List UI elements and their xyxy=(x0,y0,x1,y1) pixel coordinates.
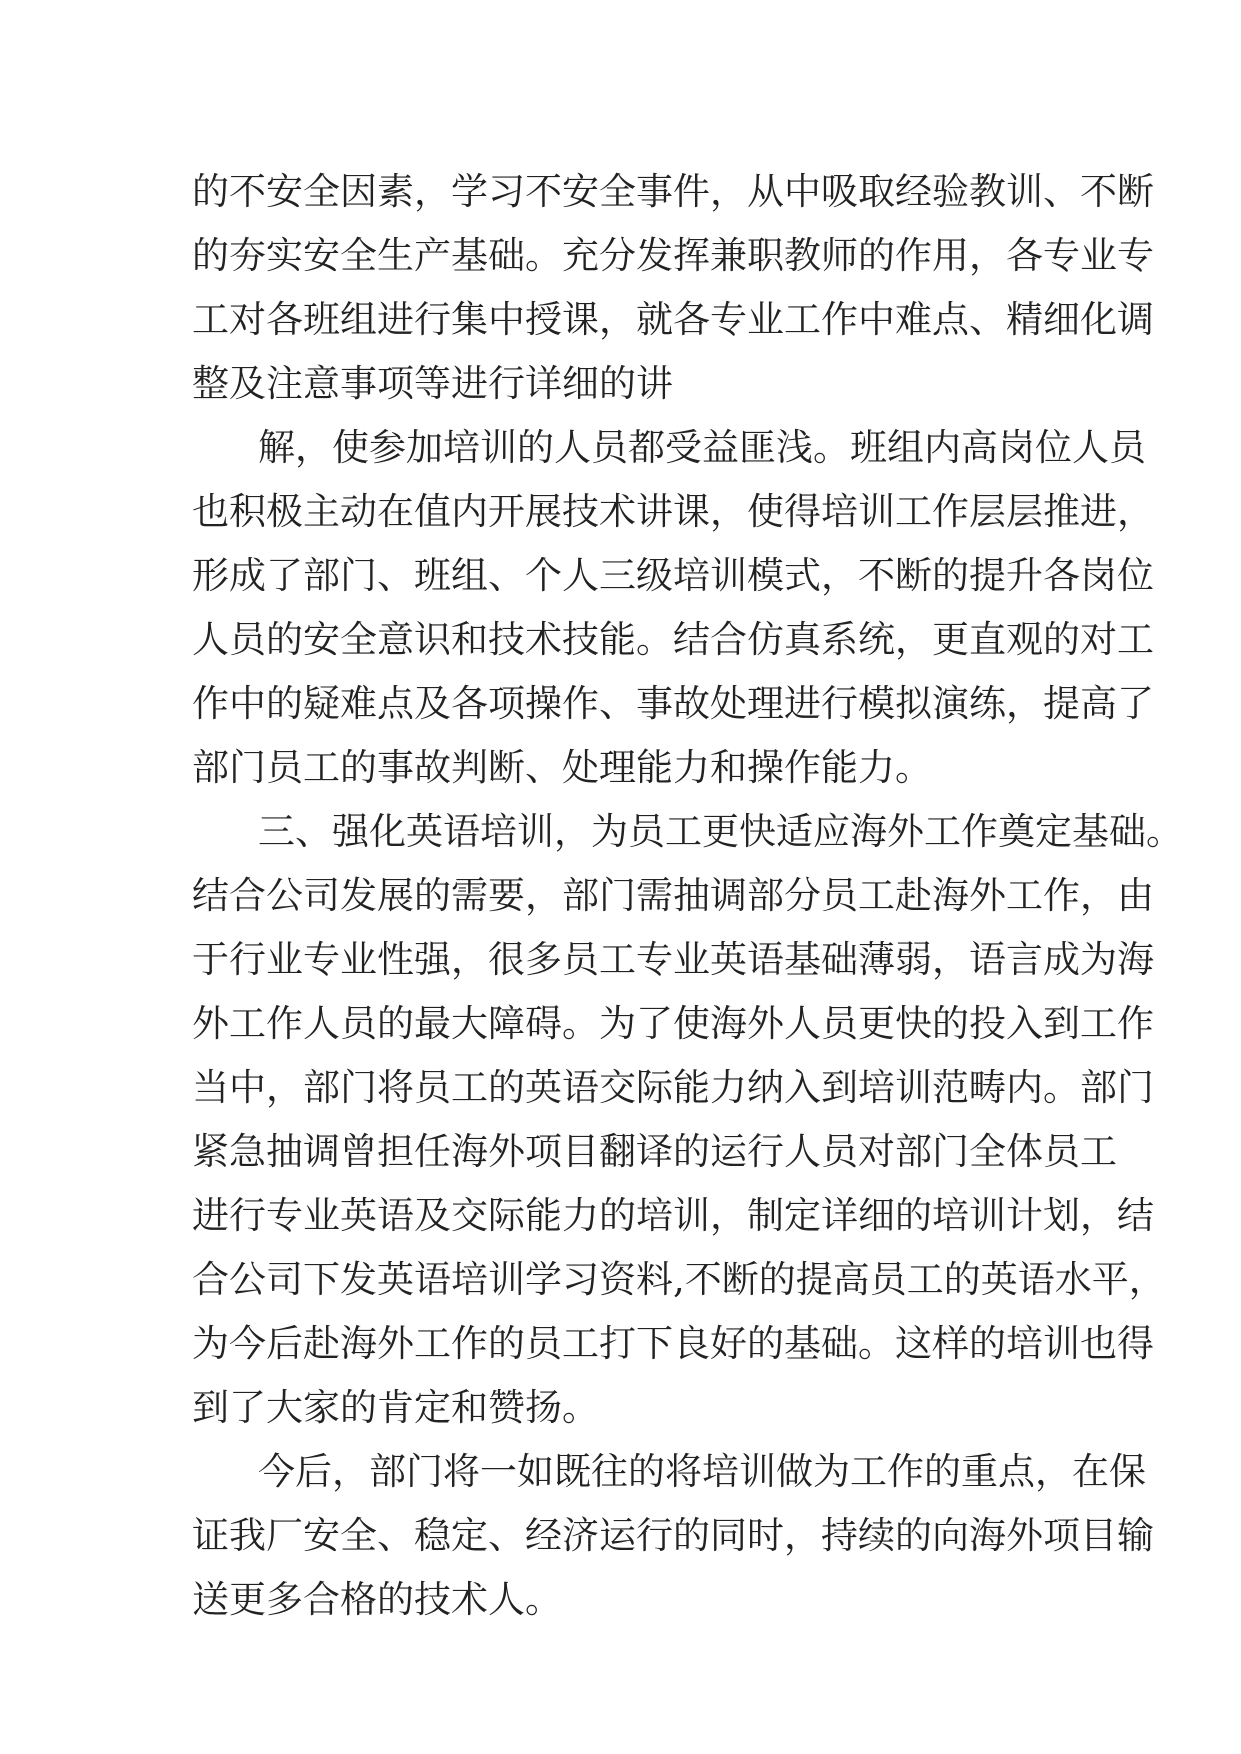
text-line: 于行业专业性强，很多员工专业英语基础薄弱，语言成为海 xyxy=(192,938,1154,981)
paragraph xyxy=(192,800,1183,1440)
text-line: 作中的疑难点及各项操作、事故处理进行模拟演练，提高了 xyxy=(192,682,1154,725)
text-line: 的夯实安全生产基础。充分发挥兼职教师的作用，各专业专 xyxy=(192,234,1154,277)
text-line: 送更多合格的技术人。 xyxy=(192,1578,562,1621)
text-line: 工对各班组进行集中授课，就各专业工作中难点、精细化调 xyxy=(192,298,1154,341)
text-line: 结合公司发展的需要，部门需抽调部分员工赴海外工作，由 xyxy=(192,874,1154,917)
text-line: 的不安全因素，学习不安全事件，从中吸取经验教训、不断 xyxy=(192,170,1154,213)
text-line: 解，使参加培训的人员都受益匪浅。班组内高岗位人员 xyxy=(258,426,1146,469)
text-line: 三、强化英语培训，为员工更快适应海外工作奠定基础。 xyxy=(258,810,1183,853)
text-line: 进行专业英语及交际能力的培训，制定详细的培训计划，结 xyxy=(192,1194,1154,1237)
text-line: 合公司下发英语培训学习资料,不断的提高员工的英语水平， xyxy=(192,1258,1166,1301)
text-line: 紧急抽调曾担任海外项目翻译的运行人员对部门全体员工 xyxy=(192,1130,1117,1173)
text-line: 当中，部门将员工的英语交际能力纳入到培训范畴内。部门 xyxy=(192,1066,1154,1109)
paragraph xyxy=(192,416,1154,800)
text-line: 也积极主动在值内开展技术讲课，使得培训工作层层推进， xyxy=(192,490,1154,533)
text-line: 人员的安全意识和技术技能。结合仿真系统，更直观的对工 xyxy=(192,618,1154,661)
text-line: 形成了部门、班组、个人三级培训模式，不断的提升各岗位 xyxy=(192,554,1154,597)
text-line: 整及注意事项等进行详细的讲 xyxy=(192,362,673,405)
text-line: 今后，部门将一如既往的将培训做为工作的重点，在保 xyxy=(258,1450,1146,1493)
document-body xyxy=(192,160,1183,1632)
text-line: 到了大家的肯定和赞扬。 xyxy=(192,1386,599,1429)
paragraph xyxy=(192,160,1154,416)
text-line: 外工作人员的最大障碍。为了使海外人员更快的投入到工作 xyxy=(192,1002,1154,1045)
paragraph xyxy=(192,1440,1154,1632)
text-line: 证我厂安全、稳定、经济运行的同时，持续的向海外项目输 xyxy=(192,1514,1154,1557)
text-line: 为今后赴海外工作的员工打下良好的基础。这样的培训也得 xyxy=(192,1322,1154,1365)
text-line: 部门员工的事故判断、处理能力和操作能力。 xyxy=(192,746,932,789)
